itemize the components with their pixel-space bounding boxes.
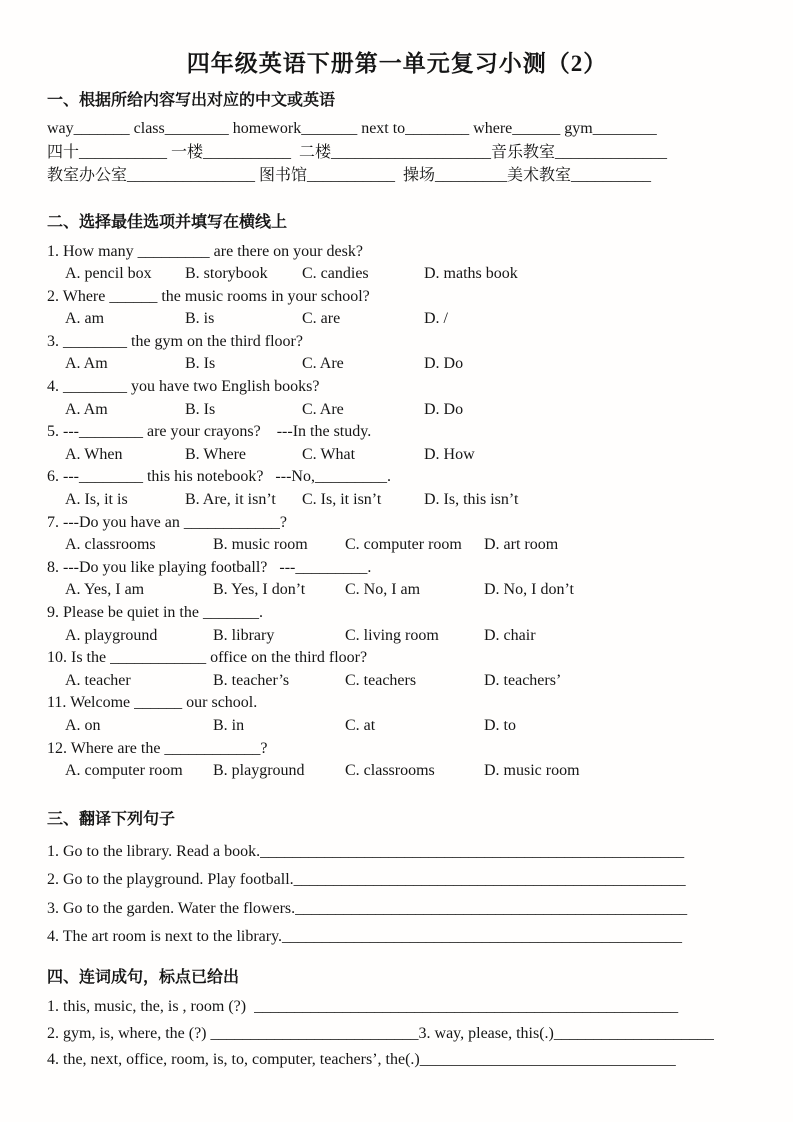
question-text: 12. Where are the ____________? — [47, 739, 268, 757]
option-d: D. Do — [424, 355, 464, 373]
question-options — [47, 399, 747, 422]
page-title: 四年级英语下册第一单元复习小测（2） — [186, 51, 608, 76]
option-c: C. computer room — [345, 536, 462, 554]
option-b: B. is — [185, 310, 215, 328]
vocab-line-2: 四十___________ 一楼___________ 二楼____________________音乐教室______________ — [47, 143, 668, 161]
option-d: D. Is, this isn’t — [424, 491, 519, 509]
option-d: D. chair — [484, 626, 536, 644]
reorder-item-3: 3. way, please, this(.)____________________ — [418, 1024, 714, 1042]
option-b: B. library — [213, 626, 275, 644]
vocab-line-1: way_______ class________ homework_______ next to________ where______ gym________ — [47, 120, 657, 137]
option-a: A. am — [65, 310, 105, 328]
option-a: A. computer room — [65, 762, 183, 780]
translate-item-1: 1. Go to the library. Read a book._____________________________________________________ — [47, 842, 685, 860]
option-d: D. to — [484, 716, 516, 734]
option-d: D. How — [424, 445, 475, 463]
question-text: 8. ---Do you like playing football? ---_________. — [47, 558, 372, 576]
question-options — [47, 625, 747, 648]
question-options — [47, 579, 747, 602]
section-4-heading: 四、连词成句，标点已给出 — [47, 969, 240, 987]
option-b: B. Where — [185, 445, 247, 463]
option-a: A. Yes, I am — [65, 581, 145, 599]
option-b: B. teacher’s — [213, 671, 290, 689]
option-a: A. When — [65, 445, 123, 463]
option-a: A. pencil box — [65, 265, 152, 283]
option-d: D. art room — [484, 536, 559, 554]
option-b: B. Are, it isn’t — [185, 491, 276, 509]
question-7 — [47, 512, 747, 557]
question-options — [47, 715, 747, 738]
question-text: 10. Is the ____________ office on the third floor? — [47, 649, 368, 667]
question-4 — [47, 376, 747, 421]
section-3-heading: 三、翻译下列句子 — [47, 810, 176, 828]
question-9 — [47, 602, 747, 647]
question-options — [47, 760, 747, 783]
question-2 — [47, 286, 747, 331]
question-3 — [47, 331, 747, 376]
option-c: C. classrooms — [345, 762, 435, 780]
question-text: 7. ---Do you have an ____________? — [47, 513, 287, 531]
question-text: 9. Please be quiet in the _______. — [47, 604, 263, 621]
option-d: D. / — [424, 310, 448, 328]
option-c: C. are — [302, 310, 341, 328]
option-a: A. classrooms — [65, 536, 156, 554]
reorder-item-2: 2. gym, is, where, the (?) __________________________ — [47, 1024, 419, 1042]
translate-item-4: 4. The art room is next to the library.__________________________________________________ — [47, 927, 683, 945]
section-1-heading: 一、根据所给内容写出对应的中文或英语 — [47, 92, 336, 109]
option-b: B. in — [213, 716, 245, 734]
reorder-line-2 — [47, 1021, 747, 1048]
option-d: D. music room — [484, 762, 580, 780]
question-10 — [47, 647, 747, 692]
option-b: B. playground — [213, 762, 305, 780]
translate-item-3: 3. Go to the garden. Water the flowers._________________________________________________ — [47, 899, 688, 917]
vocab-line-3: 教室办公室________________ 图书馆___________ 操场_________美术教室__________ — [47, 167, 652, 184]
question-11 — [47, 692, 747, 737]
reorder-item-4: 4. the, next, office, room, is, to, computer, teachers’, the(.)________________________________ — [47, 1051, 676, 1069]
option-c: C. Are — [302, 355, 344, 373]
option-c: C. What — [302, 445, 356, 463]
option-d: D. maths book — [424, 265, 518, 283]
question-options — [47, 444, 747, 467]
option-c: C. teachers — [345, 671, 417, 689]
question-6 — [47, 466, 747, 511]
reorder-item-1: 1. this, music, the, is , room (?) _____________________________________________________ — [47, 998, 679, 1016]
option-b: B. music room — [213, 536, 308, 554]
question-1 — [47, 241, 747, 286]
translate-item-2: 2. Go to the playground. Play football._________________________________________________ — [47, 871, 686, 889]
question-5 — [47, 421, 747, 466]
question-options — [47, 489, 747, 512]
question-options — [47, 534, 747, 557]
option-c: C. living room — [345, 626, 439, 644]
option-d: D. No, I don’t — [484, 581, 574, 599]
option-a: A. teacher — [65, 671, 131, 689]
question-options — [47, 353, 747, 376]
option-a: A. Am — [65, 355, 108, 373]
option-c: C. Are — [302, 400, 344, 418]
option-b: B. storybook — [185, 265, 268, 283]
question-text: 4. ________ you have two English books? — [47, 378, 320, 396]
question-options — [47, 670, 747, 693]
option-b: B. Yes, I don’t — [213, 581, 306, 599]
option-b: B. Is — [185, 355, 216, 373]
option-a: A. playground — [65, 626, 158, 644]
option-c: C. Is, it isn’t — [302, 491, 382, 509]
question-text: 1. How many _________ are there on your desk? — [47, 242, 363, 260]
question-options — [47, 263, 747, 286]
option-c: C. at — [345, 716, 376, 734]
option-a: A. Is, it is — [65, 491, 128, 509]
option-c: C. candies — [302, 265, 369, 283]
question-8 — [47, 557, 747, 602]
option-a: A. on — [65, 716, 101, 734]
question-text: 3. ________ the gym on the third floor? — [47, 332, 303, 350]
section-2-heading: 二、选择最佳选项并填写在横线上 — [47, 213, 288, 231]
question-text: 11. Welcome ______ our school. — [47, 694, 258, 712]
question-text: 2. Where ______ the music rooms in your school? — [47, 287, 370, 305]
option-c: C. No, I am — [345, 581, 421, 599]
question-12 — [47, 738, 747, 783]
option-d: D. teachers’ — [484, 671, 562, 689]
question-text: 5. ---________ are your crayons? ---In the study. — [47, 423, 372, 441]
option-a: A. Am — [65, 400, 108, 418]
question-text: 6. ---________ this his notebook? ---No,_________. — [47, 468, 391, 486]
question-options — [47, 308, 747, 331]
option-b: B. Is — [185, 400, 216, 418]
option-d: D. Do — [424, 400, 464, 418]
